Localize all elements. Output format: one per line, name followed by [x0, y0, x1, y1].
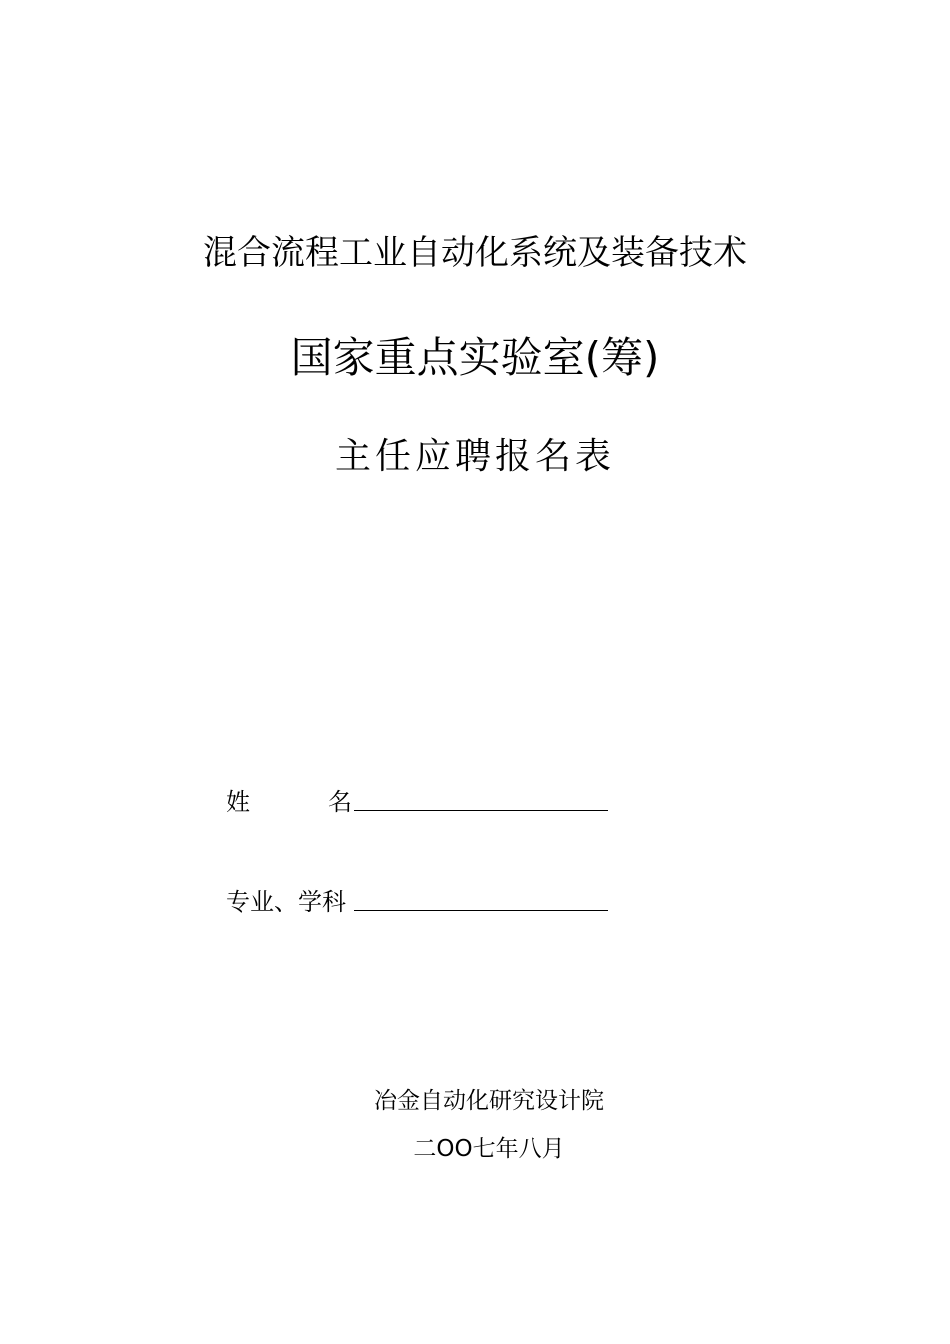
name-label-first-char: 姓 — [226, 788, 250, 816]
name-field-underline[interactable] — [354, 810, 608, 811]
document-title-line-2: 国家重点实验室(筹) — [290, 333, 660, 382]
major-label: 专业、学科 — [226, 888, 346, 916]
name-label-second-char: 名 — [328, 788, 352, 816]
major-field-underline[interactable] — [354, 910, 608, 911]
footer-organization: 冶金自动化研究设计院 — [374, 1088, 604, 1114]
document-title-line-3: 主任应聘报名表 — [334, 436, 615, 477]
footer-date: 二OO七年八月 — [413, 1136, 565, 1162]
document-title-line-1: 混合流程工业自动化系统及装备技术 — [203, 233, 747, 273]
